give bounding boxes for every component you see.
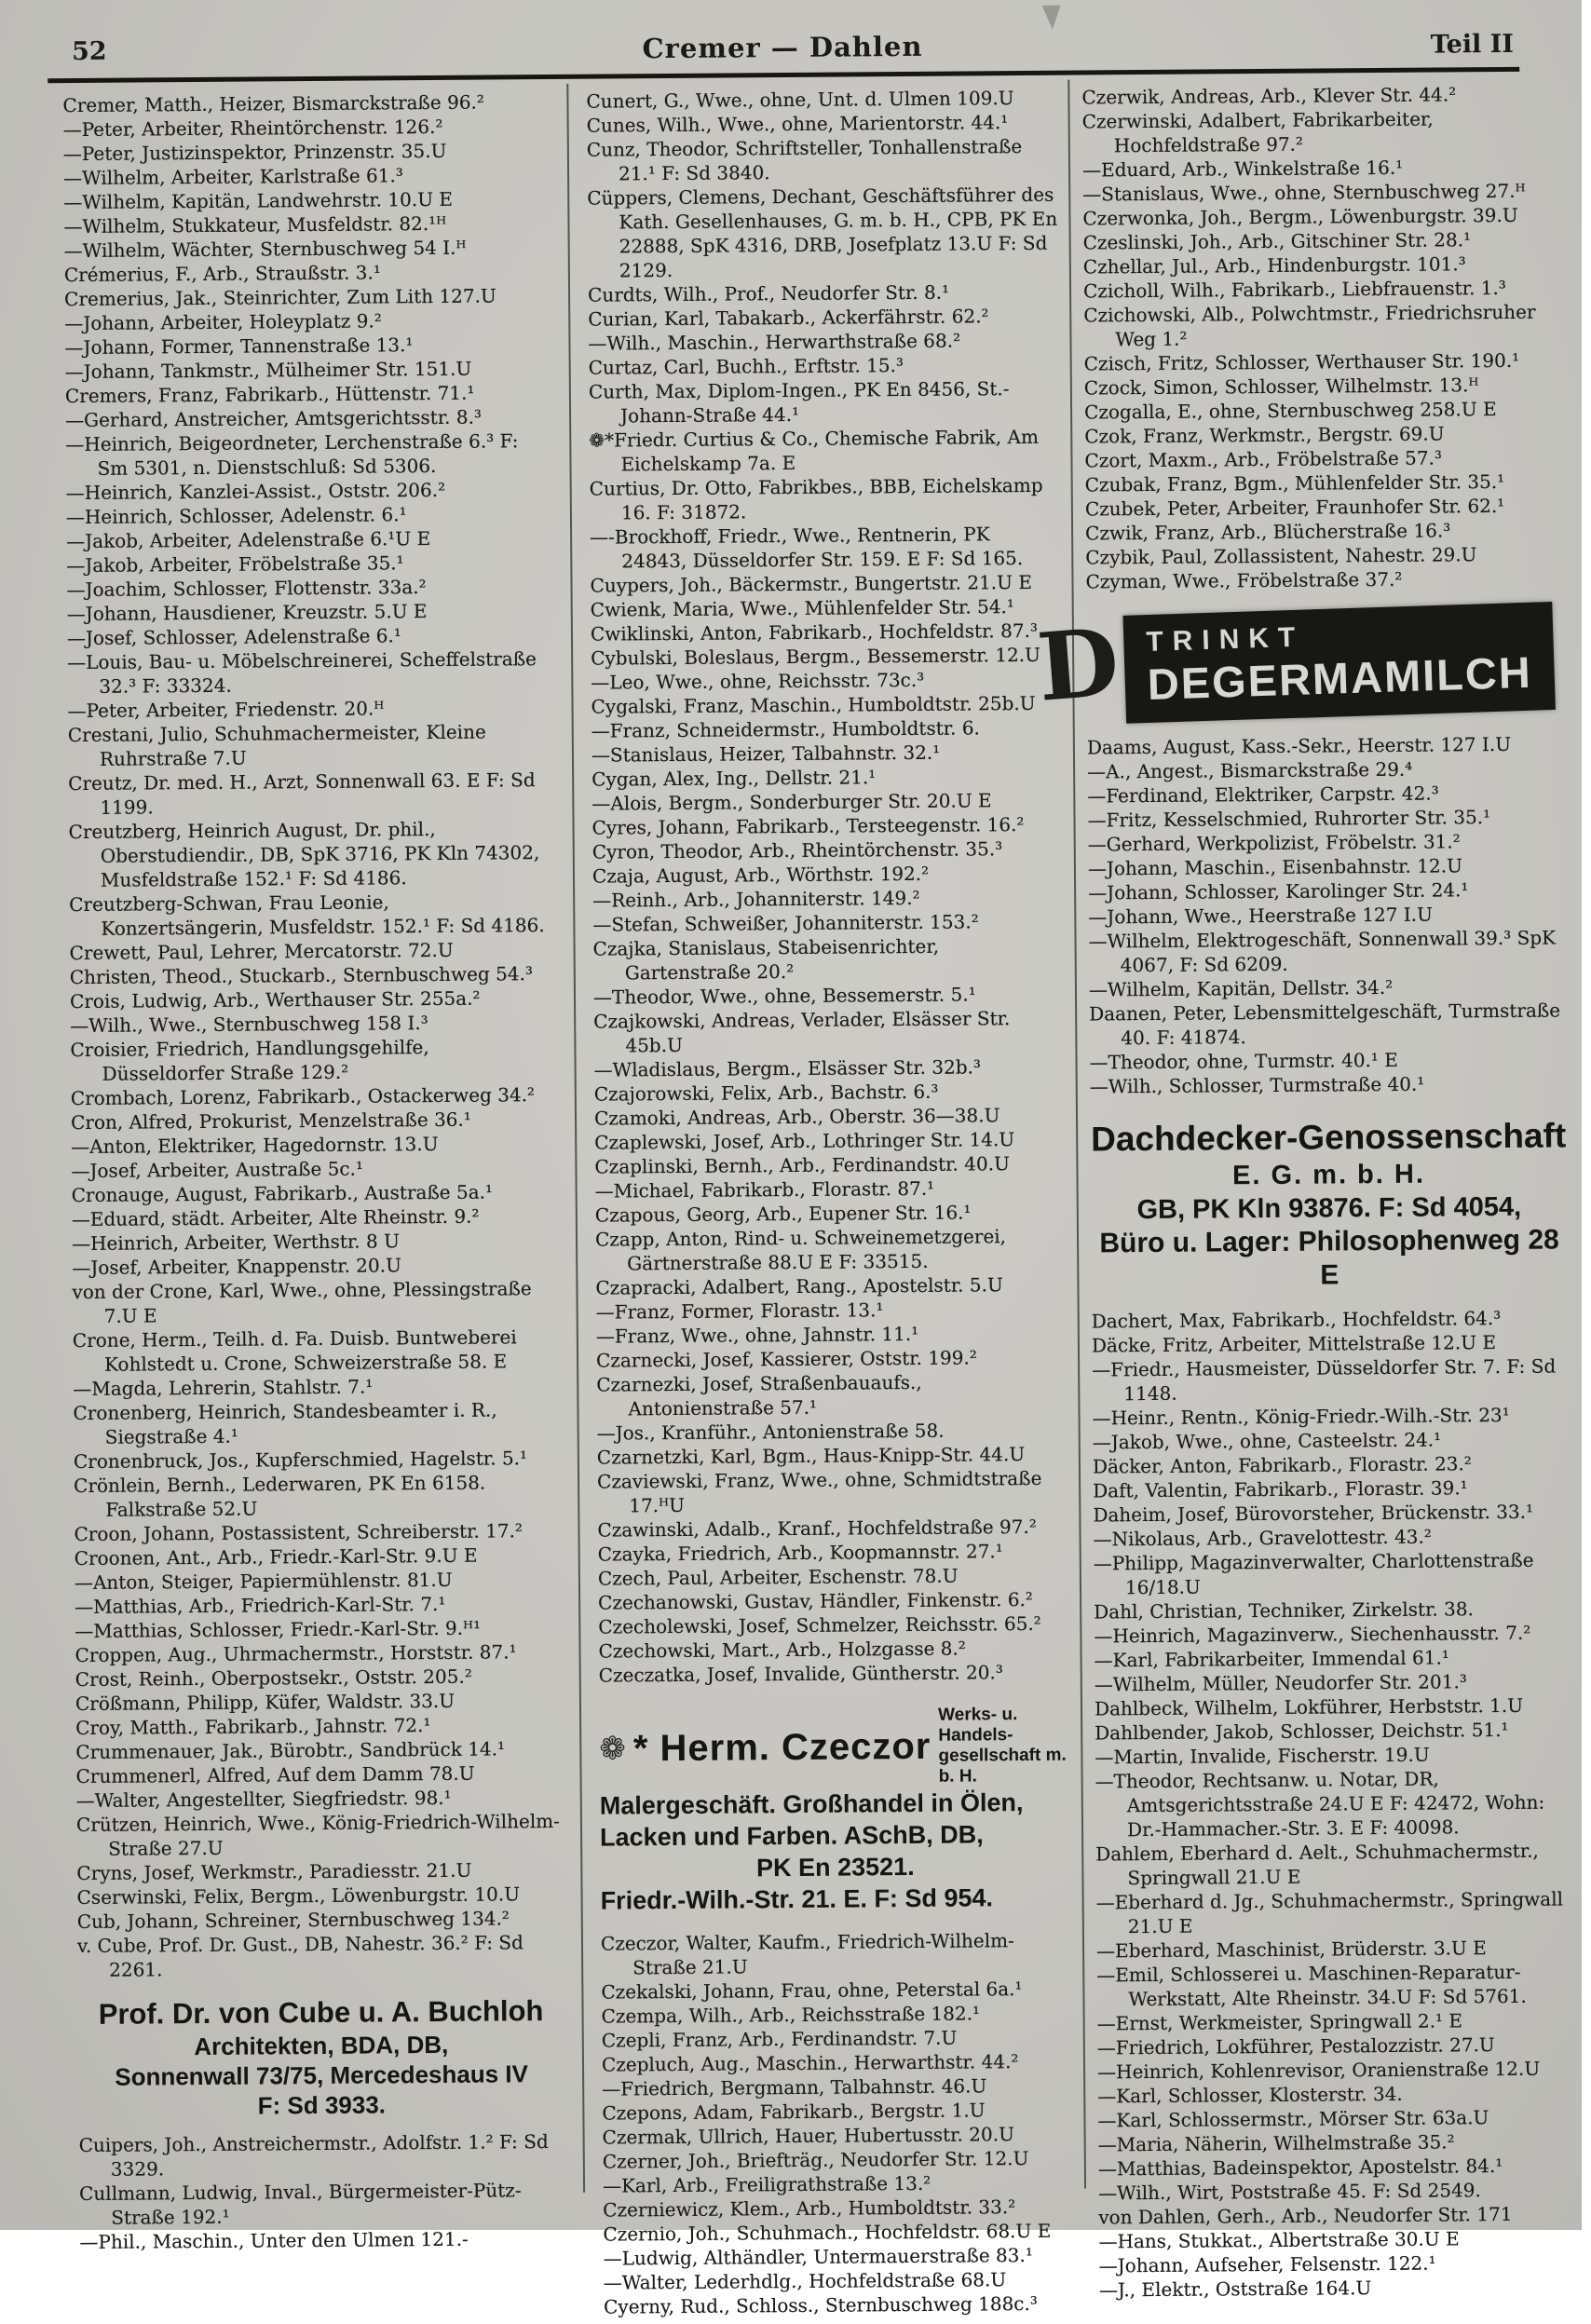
directory-entry: Czajka, Stanislaus, Stabeisenrichter, Gartenstraße 20.²	[592, 934, 940, 985]
directory-entry: —Matthias, Arb., Friedrich-Karl-Str. 7.¹	[75, 1592, 446, 1619]
directory-entry: Cygalski, Franz, Maschin., Humboldtstr. 25b.U	[591, 691, 1036, 718]
directory-entry: Cronenbruck, Jos., Kupferschmied, Hagelstr. 5.¹	[73, 1447, 528, 1474]
ad-cube-phone: F: Sd 3933.	[257, 2090, 387, 2120]
directory-entry: Czepons, Adam, Fabrikarb., Bergstr. 1.U	[602, 2099, 986, 2125]
entry-list	[601, 1928, 1074, 2319]
directory-entry: —Stanislaus, Heizer, Talbahnstr. 32.¹	[591, 741, 941, 767]
ad-czeczor-name: * Herm. Czeczor	[632, 1725, 931, 1769]
directory-entry: Curdts, Wilh., Prof., Neudorfer Str. 8.¹	[587, 280, 950, 306]
directory-entry: —Heinrich, Kohlenrevisor, Oranienstraße 12.U	[1096, 2057, 1541, 2084]
directory-entry: —Wilhelm, Stukkateur, Musfeldstr. 82.¹ᴴ	[63, 211, 447, 238]
directory-entry: Cryns, Josef, Werkmstr., Paradiesstr. 21.U	[76, 1858, 472, 1885]
directory-entry: —Franz, Former, Florastr. 13.¹	[595, 1298, 884, 1324]
directory-entry: —Louis, Bau- u. Möbelschreinerei, Scheffelstraße 32.³ F: 33324.	[67, 647, 537, 698]
directory-entry: —-Brockhoff, Friedr., Wwe., Rentnerin, PK 24843, Düsseldorfer Str. 159. E F: Sd 165.	[590, 523, 1024, 573]
directory-entry: —Johann, Aufseher, Felsenstr. 122.¹	[1098, 2251, 1436, 2277]
directory-entry: Crützen, Heinrich, Wwe., König-Friedrich-Wilhelm-Straße 27.U	[75, 1809, 560, 1860]
directory-entry: von der Crone, Karl, Wwe., ohne, Plessingstraße 7.U E	[72, 1277, 532, 1327]
directory-entry: —Nikolaus, Arb., Gravelottestr. 43.²	[1093, 1525, 1432, 1551]
directory-entry: —Alois, Bergm., Sonderburger Str. 20.U E	[592, 789, 992, 815]
laurel-wreath-icon: ❁	[599, 1731, 626, 1767]
directory-entry: Daft, Valentin, Fabrikarb., Florastr. 39.¹	[1093, 1476, 1468, 1502]
directory-entry: —Karl, Arb., Freiligrathstraße 13.²	[602, 2171, 931, 2197]
directory-entry: Czaviewski, Franz, Wwe., ohne, Schmidtstraße 17.ᴴU	[596, 1466, 1042, 1517]
directory-entry: Crewett, Paul, Lehrer, Mercatorstr. 72.U	[69, 938, 454, 965]
directory-entry: —Anton, Elektriker, Hagedornstr. 13.U	[71, 1132, 439, 1159]
directory-entry: Czernio, Joh., Schuhmach., Hochfeldstr. 68.U E	[603, 2219, 1052, 2246]
directory-entry: Cron, Alfred, Prokurist, Menzelstraße 36.¹	[70, 1108, 471, 1135]
directory-entry: —Johann, Former, Tannenstraße 13.¹	[64, 333, 414, 360]
directory-entry: Dahlem, Eberhard d. Aelt., Schuhmachermstr., Springwall 21.U E	[1095, 1839, 1539, 1890]
directory-entry: Cserwinski, Felix, Bergm., Löwenburgstr. 10.U	[76, 1882, 521, 1909]
directory-entry: Czarnetzki, Karl, Bgm., Haus-Knipp-Str. 44.U	[596, 1443, 1026, 1469]
directory-entry: —Eduard, Arb., Winkelstraße 16.¹	[1081, 156, 1404, 182]
directory-entry: Czechanowski, Gustav, Händler, Finkenstr. 6.²	[598, 1587, 1033, 1614]
directory-entry: —Phil., Maschin., Unter den Ulmen 121.-	[79, 2227, 469, 2254]
directory-entry: Czepluch, Aug., Maschin., Herwarthstr. 44.²	[601, 2050, 1019, 2076]
directory-entry: Czaja, August, Arb., Wörthstr. 192.²	[592, 862, 930, 888]
directory-entry: —Emil, Schlosserei u. Maschinen-Reparatur-Werkstatt, Alte Rheinstr. 34.U F: Sd 5761.	[1096, 1960, 1527, 2011]
directory-entry: Cunert, G., Wwe., ohne, Unt. d. Ulmen 109.U	[586, 87, 1014, 113]
directory-entry: Czeslinski, Joh., Arb., Gitschiner Str. 28.¹	[1082, 228, 1472, 254]
entry-list	[1087, 731, 1567, 1098]
directory-entry: Crestani, Julio, Schuhmachermeister, Kleine Ruhrstraße 7.U	[67, 720, 486, 770]
directory-entry: Czamoki, Andreas, Arb., Oberstr. 36—38.U	[593, 1104, 1000, 1130]
directory-entry: Creutzberg, Heinrich August, Dr. phil., Oberstudiendir., DB, SpK 3716, PK Kln 74302, Musfeldstraße 152.¹ F: Sd 4186.	[68, 817, 540, 891]
directory-entry: Cub, Johann, Schreiner, Sternbuschweg 134.²	[76, 1907, 510, 1934]
directory-entry: —Walter, Lederhdlg., Hochfeldstraße 68.U	[603, 2268, 1007, 2294]
directory-entry: Czapracki, Adalbert, Rang., Apostelstr. 5.U	[595, 1273, 1003, 1299]
directory-entry: Crémerius, F., Arb., Straußstr. 3.¹	[63, 261, 381, 287]
ad-degermamilch-banner	[1122, 602, 1556, 724]
column-divider-1	[566, 84, 585, 2193]
ad-czeczor-side1: Werks- u. Handels-	[938, 1705, 1018, 1746]
directory-entry: Cygan, Alex, Ing., Dellstr. 21.¹	[592, 766, 877, 791]
directory-entry: Czawinski, Adalb., Kranf., Hochfeldstraße 97.²	[597, 1515, 1037, 1542]
directory-entry: —Eberhard d. Jg., Schuhmachermstr., Springwall 21.U E	[1095, 1887, 1564, 1938]
directory-entry: Czarnezki, Josef, Straßenbauaufs., Antonienstraße 57.¹	[596, 1370, 922, 1420]
directory-column-1	[62, 89, 565, 2254]
directory-entry: —Ernst, Werkmeister, Springwall 2.¹ E	[1096, 2009, 1463, 2035]
directory-entry: —Johann, Schlosser, Karolinger Str. 24.¹	[1088, 878, 1469, 904]
directory-entry: —Magda, Lehrerin, Stahlstr. 7.¹	[73, 1375, 374, 1401]
directory-entry: —Wilhelm, Kapitän, Landwehrstr. 10.U E	[63, 187, 454, 214]
directory-entry: —Peter, Arbeiter, Rheintörchenstr. 126.²	[62, 115, 443, 142]
directory-entry: Däcker, Anton, Fabrikarb., Florastr. 23.²	[1092, 1452, 1472, 1478]
directory-entry: —Wilh., Schlosser, Turmstraße 40.¹	[1089, 1072, 1425, 1098]
directory-entry: ❁*Friedr. Curtius & Co., Chemische Fabrik, Am Eichelskamp 7a. E	[589, 425, 1039, 476]
directory-entry: Czeczor, Walter, Kaufm., Friedrich-Wilhelm-Straße 21.U	[600, 1929, 1014, 1979]
directory-entry: von Dahlen, Gerh., Arb., Neudorfer Str. 171	[1098, 2202, 1513, 2229]
ad-czeczor-header	[599, 1705, 1070, 1790]
directory-entry: —Josef, Schlosser, Adelenstraße 6.¹	[66, 624, 401, 650]
directory-entry: —Jakob, Arbeiter, Adelenstraße 6.¹U E	[66, 527, 431, 553]
directory-entry: —Philipp, Magazinverwalter, Charlottenstraße 16/18.U	[1093, 1548, 1534, 1599]
directory-entry: —Peter, Arbeiter, Friedenstr. 20.ᴴ	[67, 697, 385, 723]
directory-entry: —Martin, Invalide, Fischerstr. 19.U	[1095, 1743, 1430, 1769]
directory-entry: v. Cube, Prof. Dr. Gust., DB, Nahestr. 36.² F: Sd 2261.	[76, 1931, 524, 1981]
directory-entry: —J., Elektr., Oststraße 164.U	[1098, 2276, 1372, 2302]
directory-entry: —Gerhard, Werkpolizist, Fröbelstr. 31.²	[1087, 830, 1461, 856]
directory-entry: Czubak, Franz, Bgm., Mühlenfelder Str. 35.¹	[1084, 469, 1505, 496]
directory-entry: Czekalski, Johann, Frau, ohne, Peterstal 6a.¹	[601, 1977, 1023, 2004]
directory-entry: —Jakob, Arbeiter, Fröbelstraße 35.¹	[66, 551, 404, 578]
directory-entry: —Wladislaus, Bergm., Elsässer Str. 32b.³	[593, 1055, 982, 1081]
directory-entry: —Karl, Schlossermstr., Mörser Str. 63a.U	[1097, 2106, 1489, 2132]
directory-entry: Czisch, Fritz, Schlosser, Werthauser Str. 190.¹	[1083, 348, 1520, 375]
directory-entry: Croon, Johann, Postassistent, Schreiberstr. 17.²	[74, 1519, 524, 1546]
directory-entry: —Michael, Fabrikarb., Florastr. 87.¹	[594, 1176, 935, 1203]
ad-czeczor-side-text	[938, 1705, 1070, 1787]
directory-entry: Dachert, Max, Fabrikarb., Hochfeldstr. 64.³	[1091, 1307, 1502, 1333]
directory-entry: —Walter, Angestellter, Siegfriedstr. 98.¹	[75, 1786, 452, 1813]
directory-entry: —Johann, Arbeiter, Holeyplatz 9.²	[64, 309, 382, 335]
directory-entry: —Fritz, Kesselschmied, Ruhrorter Str. 35.¹	[1087, 806, 1491, 832]
directory-entry: —Heinrich, Beigeordneter, Lerchenstraße 6.³ F: Sm 5301, n. Dienstschluß: Sd 5306.	[65, 429, 519, 480]
directory-entry: Czybik, Paul, Zollassistent, Nahestr. 29.U	[1085, 543, 1477, 569]
directory-entry: Czayka, Friedrich, Arb., Koopmannstr. 27.¹	[597, 1540, 1003, 1566]
directory-entry: —Jos., Kranführ., Antonienstraße 58.	[596, 1419, 945, 1445]
directory-entry: —Theodor, Rechtsanw. u. Notar, DR, Amtsgerichtsstraße 24.U E F: 42472, Wohn: Dr.-Hammacher.-Str. 3. E F: 40098.	[1095, 1767, 1545, 1842]
ad-czeczor-side2: gesellschaft m. b. H.	[938, 1745, 1067, 1787]
directory-entry: Czapp, Anton, Rind- u. Schweinemetzgerei, Gärtnerstraße 88.U E F: 33515.	[594, 1225, 1007, 1275]
page-part-label: Teil II	[1430, 29, 1515, 60]
directory-entry: Christen, Theod., Stuckarb., Sternbuschweg 54.³	[69, 962, 534, 989]
directory-entry: —Heinrich, Schlosser, Adelenstr. 6.¹	[65, 503, 407, 529]
directory-entry: —Stanislaus, Wwe., ohne, Sternbuschweg 27.ᴴ	[1082, 179, 1526, 206]
entry-list	[586, 86, 1068, 1688]
directory-entry: Crombach, Lorenz, Fabrikarb., Ostackerweg 34.²	[70, 1083, 536, 1110]
page-number: 52	[71, 36, 107, 67]
directory-entry: Cunz, Theodor, Schriftsteller, Tonhallenstraße 21.¹ F: Sd 3840.	[586, 135, 1023, 185]
directory-entry: Cullmann, Ludwig, Inval., Bürgermeister-Pütz-Straße 192.¹	[78, 2179, 522, 2229]
ad-dachdecker-name: Dachdecker-Genossenschaft	[1091, 1116, 1567, 1159]
directory-entry: Czempa, Wilh., Arb., Reichsstraße 182.¹	[601, 2002, 981, 2028]
directory-entry: —Stefan, Schweißer, Johanniterstr. 153.²	[592, 910, 979, 936]
directory-entry: Dahlbender, Jakob, Schlosser, Deichstr. 51.¹	[1095, 1718, 1509, 1745]
directory-entry: —Jakob, Wwe., ohne, Casteelstr. 24.¹	[1092, 1428, 1442, 1454]
directory-entry: —Josef, Arbeiter, Knappenstr. 20.U	[72, 1254, 402, 1280]
directory-entry: —Johann, Tankmstr., Mülheimer Str. 151.U	[64, 357, 472, 384]
directory-entry: —Johann, Hausdiener, Kreuzstr. 5.U E	[66, 600, 428, 626]
directory-entry: —Theodor, ohne, Turmstr. 40.¹ E	[1089, 1048, 1398, 1074]
directory-entry: —Eberhard, Maschinist, Brüderstr. 3.U E	[1095, 1937, 1487, 1963]
directory-entry: Czechowski, Mart., Arb., Holzgasse 8.²	[598, 1637, 966, 1663]
directory-entry: —Leo, Wwe., ohne, Reichsstr. 73c.³	[591, 668, 925, 694]
ad-dachdecker	[1090, 1115, 1568, 1294]
directory-entry: —Josef, Arbeiter, Austraße 5c.¹	[71, 1157, 364, 1183]
directory-entry: —Heinrich, Kanzlei-Assist., Oststr. 206.²	[65, 478, 446, 505]
directory-entry: Czeczatka, Josef, Invalide, Güntherstr. 20.³	[598, 1661, 1003, 1687]
ad-czeczor-address: Friedr.-Wilh.-Str. 21. E. F: Sd 954.	[600, 1883, 994, 1915]
directory-entry: Cremer, Matth., Heizer, Bismarckstraße 96.²	[62, 90, 484, 117]
directory-entry: Dahlbeck, Wilhelm, Lokführer, Herbststr. 1.U	[1094, 1693, 1524, 1720]
directory-entry: —Wilh., Wirt, Poststraße 45. F: Sd 2549.	[1098, 2179, 1481, 2205]
directory-entry: Cronauge, August, Fabrikarb., Austraße 5a.¹	[71, 1180, 494, 1207]
directory-entry: —Heinrich, Arbeiter, Werthstr. 8 U	[71, 1230, 401, 1256]
directory-entry: Cyres, Johann, Fabrikarb., Tersteegenstr. 16.²	[592, 813, 1025, 839]
directory-entry: Czermak, Ullrich, Hauer, Hubertusstr. 20.U	[602, 2123, 1014, 2149]
directory-entry: —Wilhelm, Kapitän, Dellstr. 34.²	[1088, 975, 1394, 1001]
directory-entry: Cremers, Franz, Fabrikarb., Hüttenstr. 71.¹	[64, 381, 475, 408]
directory-entry: Croonen, Ant., Arb., Friedr.-Karl-Str. 9.U E	[74, 1543, 478, 1570]
directory-entry: —Maria, Näherin, Wilhelmstraße 35.²	[1097, 2130, 1455, 2156]
directory-entry: Cuipers, Joh., Anstreichermstr., Adolfstr. 1.² F: Sd 3329.	[78, 2130, 549, 2181]
directory-entry: —Matthias, Badeinspektor, Apostelstr. 84.¹	[1097, 2154, 1503, 2181]
directory-entry: Czhellar, Jul., Arb., Hindenburgstr. 101.³	[1082, 252, 1466, 279]
directory-entry: Crößmann, Philipp, Küfer, Waldstr. 33.U	[75, 1689, 456, 1716]
directory-entry: —Theodor, Wwe., ohne, Bessemerstr. 5.¹	[592, 983, 976, 1009]
directory-entry: Cremerius, Jak., Steinrichter, Zum Lith 127.U	[64, 284, 496, 311]
directory-entry: Cüppers, Clemens, Dechant, Geschäftsführer des Kath. Gesellenhauses, G. m. b. H., CPB, PK En 22888, SpK 4316, DRB, Josefplatz 13.U F: Sd 2129.	[587, 183, 1058, 282]
directory-entry: Cyron, Theodor, Arb., Rheintörchenstr. 35.³	[592, 837, 1003, 863]
ad-degermamilch-line2: DEGERMAMILCH	[1146, 646, 1533, 710]
directory-entry: Czort, Maxm., Arb., Fröbelstraße 57.³	[1084, 446, 1443, 472]
directory-entry: Czaplinski, Bernh., Arb., Ferdinandstr. 40.U	[594, 1152, 1010, 1178]
directory-entry: —Heinrich, Magazinverw., Siechenhausstr. 7.²	[1094, 1621, 1531, 1648]
ad-czeczor-line: Malergeschäft. Großhandel in Ölen,	[599, 1788, 1024, 1820]
directory-entry: Czajorowski, Felix, Arb., Bachstr. 6.³	[593, 1080, 939, 1106]
directory-entry: Cybulski, Boleslaus, Bergm., Bessemerstr. 12.U	[591, 643, 1041, 670]
directory-entry: Cuypers, Joh., Bäckermstr., Bungertstr. 21.U E	[590, 570, 1033, 597]
directory-entry: Daanen, Peter, Lebensmittelgeschäft, Turmstraße 40. F: 41874.	[1089, 999, 1561, 1050]
directory-entry: Cwienk, Maria, Wwe., Mühlenfelder Str. 54.¹	[590, 595, 1014, 621]
directory-entry: Czok, Franz, Werkmstr., Bergstr. 69.U	[1084, 422, 1445, 448]
directory-entry: Cunes, Wilh., Wwe., ohne, Marientorstr. 44.¹	[586, 111, 1009, 137]
ad-dachdecker-line: E. G. m. b. H.	[1231, 1159, 1426, 1191]
directory-entry: Czubek, Peter, Arbeiter, Fraunhofer Str. 62.¹	[1084, 494, 1505, 521]
directory-entry: Czyman, Wwe., Fröbelstraße 37.²	[1085, 567, 1403, 593]
directory-entry: —Johann, Wwe., Heerstraße 127 I.U	[1088, 903, 1434, 929]
directory-entry: Curian, Karl, Tabakarb., Ackerfährstr. 62.²	[588, 305, 989, 331]
directory-entry: Czicholl, Wilh., Fabrikarb., Liebfrauenstr. 1.³	[1082, 276, 1506, 303]
directory-entry: Curtaz, Carl, Buchh., Erftstr. 15.³	[588, 354, 904, 379]
directory-entry: Crois, Ludwig, Arb., Werthauser Str. 255a.²	[69, 986, 481, 1013]
entry-list	[1081, 81, 1562, 593]
directory-entry: Czajkowski, Andreas, Verlader, Elsässer Str. 45b.U	[593, 1007, 1011, 1057]
directory-entry: —Eduard, städt. Arbeiter, Alte Rheinstr. 9.²	[71, 1204, 480, 1231]
directory-entry: Czerwinski, Adalbert, Fabrikarbeiter, Hochfeldstraße 97.²	[1081, 107, 1434, 157]
directory-entry: —Hans, Stukkat., Albertstraße 30.U E	[1098, 2227, 1460, 2253]
directory-entry: —Wilhelm, Müller, Neudorfer Str. 201.³	[1094, 1670, 1467, 1696]
directory-entry: —Wilhelm, Wächter, Sternbuschweg 54 I.ᴴ	[63, 236, 467, 263]
directory-entry: Czech, Paul, Arbeiter, Eschenstr. 78.U	[597, 1564, 959, 1590]
ad-cube-name: Prof. Dr. von Cube u. A. Buchloh	[98, 1994, 544, 2031]
ad-czeczor-line: PK En 23521.	[755, 1852, 915, 1882]
directory-entry: —Gerhard, Anstreicher, Amtsgerichtsstr. 8.³	[65, 405, 483, 432]
ad-cube-buchloh	[77, 1993, 564, 2122]
entry-list	[1092, 1305, 1576, 2302]
directory-entry: Daams, August, Kass.-Sekr., Heerstr. 127 I.U	[1086, 732, 1512, 759]
directory-entry: Däcke, Fritz, Arbeiter, Mittelstraße 12.U E	[1091, 1331, 1497, 1357]
directory-entry: —Peter, Justizinspektor, Prinzenstr. 35.U	[62, 139, 447, 166]
directory-entry: Croppen, Aug., Uhrmachermstr., Horststr. 87.¹	[75, 1640, 517, 1667]
directory-entry: Czerwonka, Joh., Bergm., Löwenburgstr. 39.U	[1082, 203, 1518, 230]
page-title: Cremer — Dahlen	[642, 30, 923, 65]
ad-degermamilch	[1033, 606, 1564, 723]
ad-czeczor-line: Lacken und Farben. ASchB, DB,	[599, 1820, 984, 1852]
directory-entry: Cronenberg, Heinrich, Standesbeamter i. R., Siegstraße 4.¹	[73, 1398, 497, 1448]
directory-entry: Crönlein, Bernh., Lederwaren, PK En 6158. Falkstraße 52.U	[74, 1471, 486, 1521]
directory-entry: —Joachim, Schlosser, Flottenstr. 33a.²	[66, 576, 427, 602]
directory-entry: —Wilhelm, Elektrogeschäft, Sonnenwall 39.³ SpK 4067, F: Sd 6209.	[1088, 926, 1557, 977]
directory-entry: Czepli, Franz, Arb., Ferdinandstr. 7.U	[601, 2026, 958, 2052]
directory-entry: —Reinh., Arb., Johanniterstr. 149.²	[592, 886, 920, 912]
directory-entry: Curth, Max, Diplom-Ingen., PK En 8456, St.-Johann-Straße 44.¹	[588, 377, 1010, 428]
directory-entry: Croy, Matth., Fabrikarb., Jahnstr. 72.¹	[75, 1714, 431, 1740]
directory-entry: —Ferdinand, Elektriker, Carpstr. 42.³	[1087, 781, 1439, 808]
directory-entry: Crone, Herm., Teilh. d. Fa. Duisb. Buntweberei Kohlstedt u. Crone, Schweizerstraße 58. E	[72, 1325, 517, 1376]
directory-entry: —Karl, Fabrikarbeiter, Immendal 61.¹	[1094, 1646, 1449, 1672]
directory-entry: Crost, Reinh., Oberpostsekr., Oststr. 205.²	[75, 1665, 472, 1692]
directory-entry: Czock, Simon, Schlosser, Wilhelmstr. 13.ᴴ	[1083, 374, 1479, 400]
directory-entry: —Heinr., Rentn., König-Friedr.-Wilh.-Str. 23¹	[1092, 1403, 1510, 1430]
section-initial-d: D	[1033, 606, 1123, 723]
ad-degermamilch-line1: TRINKT	[1145, 621, 1305, 659]
ad-dachdecker-line: GB, PK Kln 93876. F: Sd 4054,	[1136, 1191, 1522, 1226]
directory-entry: Dahl, Christian, Techniker, Zirkelstr. 38.	[1094, 1597, 1475, 1624]
directory-entry: Cwiklinski, Anton, Fabrikarb., Hochfeldstr. 87.³	[590, 618, 1039, 646]
directory-entry: —Matthias, Schlosser, Friedr.-Karl-Str. 9.ᴴ¹	[75, 1616, 482, 1643]
directory-entry: Creutzberg-Schwan, Frau Leonie, Konzertsängerin, Musfeldstr. 152.¹ F: Sd 4186.	[69, 890, 545, 940]
ad-dachdecker-address: Büro u. Lager: Philosophenweg 28 E	[1099, 1224, 1559, 1291]
directory-entry: Czerwik, Andreas, Arb., Klever Str. 44.²	[1081, 83, 1457, 109]
directory-entry: Czwik, Franz, Arb., Blücherstraße 16.³	[1085, 519, 1451, 545]
directory-entry: —Friedrich, Lokführer, Pestalozzistr. 27.U	[1096, 2033, 1495, 2059]
directory-entry: Czichowski, Alb., Polwchtmstr., Friedrichsruher Weg 1.²	[1083, 300, 1536, 351]
directory-entry: Czerniewicz, Klem., Arb., Humboldtstr. 33.²	[603, 2195, 1016, 2222]
directory-entry: Creutz, Dr. med. H., Arzt, Sonnenwall 63. E F: Sd 1199.	[68, 768, 536, 819]
directory-entry: Czarnecki, Josef, Kassierer, Oststr. 199.²	[595, 1346, 977, 1372]
directory-entry: —Franz, Wwe., ohne, Jahnstr. 11.¹	[595, 1322, 919, 1348]
directory-entry: —Wilh., Maschin., Herwarthstraße 68.²	[588, 329, 961, 355]
directory-entry: —Franz, Schneidermstr., Humboldtstr. 6.	[591, 716, 980, 742]
directory-entry: —A., Angest., Bismarckstraße 29.⁴	[1087, 757, 1413, 783]
directory-entry: Czapous, Georg, Arb., Eupener Str. 16.¹	[594, 1201, 972, 1227]
ad-czeczor	[599, 1705, 1071, 1917]
directory-entry: —Friedr., Hausmeister, Düsseldorfer Str. 7. F: Sd 1148.	[1092, 1354, 1557, 1406]
directory-entry: —Wilh., Wwe., Sternbuschweg 158 I.³	[70, 1012, 428, 1038]
directory-entry: Cyerny, Rud., Schloss., Sternbuschweg 188c.³	[603, 2291, 1038, 2318]
directory-entry: —Wilhelm, Arbeiter, Karlstraße 61.³	[62, 164, 403, 190]
directory-entry: —Ludwig, Althändler, Untermauerstraße 83.¹	[603, 2243, 1033, 2270]
directory-entry: Crummenauer, Jak., Bürobtr., Sandbrück 14.¹	[75, 1737, 506, 1764]
directory-entry: Crummenerl, Alfred, Auf dem Damm 78.U	[75, 1761, 475, 1788]
directory-column-3	[1033, 81, 1576, 2302]
directory-entry: Czerner, Joh., Briefträg., Neudorfer Str. 12.U	[602, 2147, 1029, 2173]
directory-entry: —Anton, Steiger, Papiermühlenstr. 81.U	[74, 1568, 453, 1595]
directory-entry: —Johann, Maschin., Eisenbahnstr. 12.U	[1087, 854, 1462, 880]
directory-entry: Croisier, Friedrich, Handlungsgehilfe, Düsseldorfer Straße 129.²	[70, 1036, 429, 1085]
directory-entry: Czaplewski, Josef, Arb., Lothringer Str. 14.U	[594, 1128, 1015, 1154]
directory-column-2	[586, 86, 1074, 2319]
directory-entry: —Friedrich, Bergmann, Talbahnstr. 46.U	[602, 2074, 987, 2100]
ad-cube-line: Sonnenwall 73/75, Mercedeshaus IV	[115, 2059, 529, 2091]
entry-list	[79, 2129, 566, 2254]
entry-list	[62, 89, 564, 1982]
directory-entry: Daheim, Josef, Bürovorsteher, Brückenstr. 33.¹	[1093, 1500, 1534, 1527]
directory-entry: Czogalla, E., ohne, Sternbuschweg 258.U E	[1083, 398, 1497, 424]
directory-entry: —Karl, Schlosser, Klosterstr. 34.	[1097, 2082, 1403, 2108]
ad-cube-line: Architekten, BDA, DB,	[194, 2030, 449, 2061]
directory-entry: Czecholewski, Josef, Schmelzer, Reichsstr. 65.²	[598, 1611, 1041, 1638]
directory-entry: Curtius, Dr. Otto, Fabrikbes., BBB, Eichelskamp 16. F: 31872.	[589, 473, 1043, 524]
